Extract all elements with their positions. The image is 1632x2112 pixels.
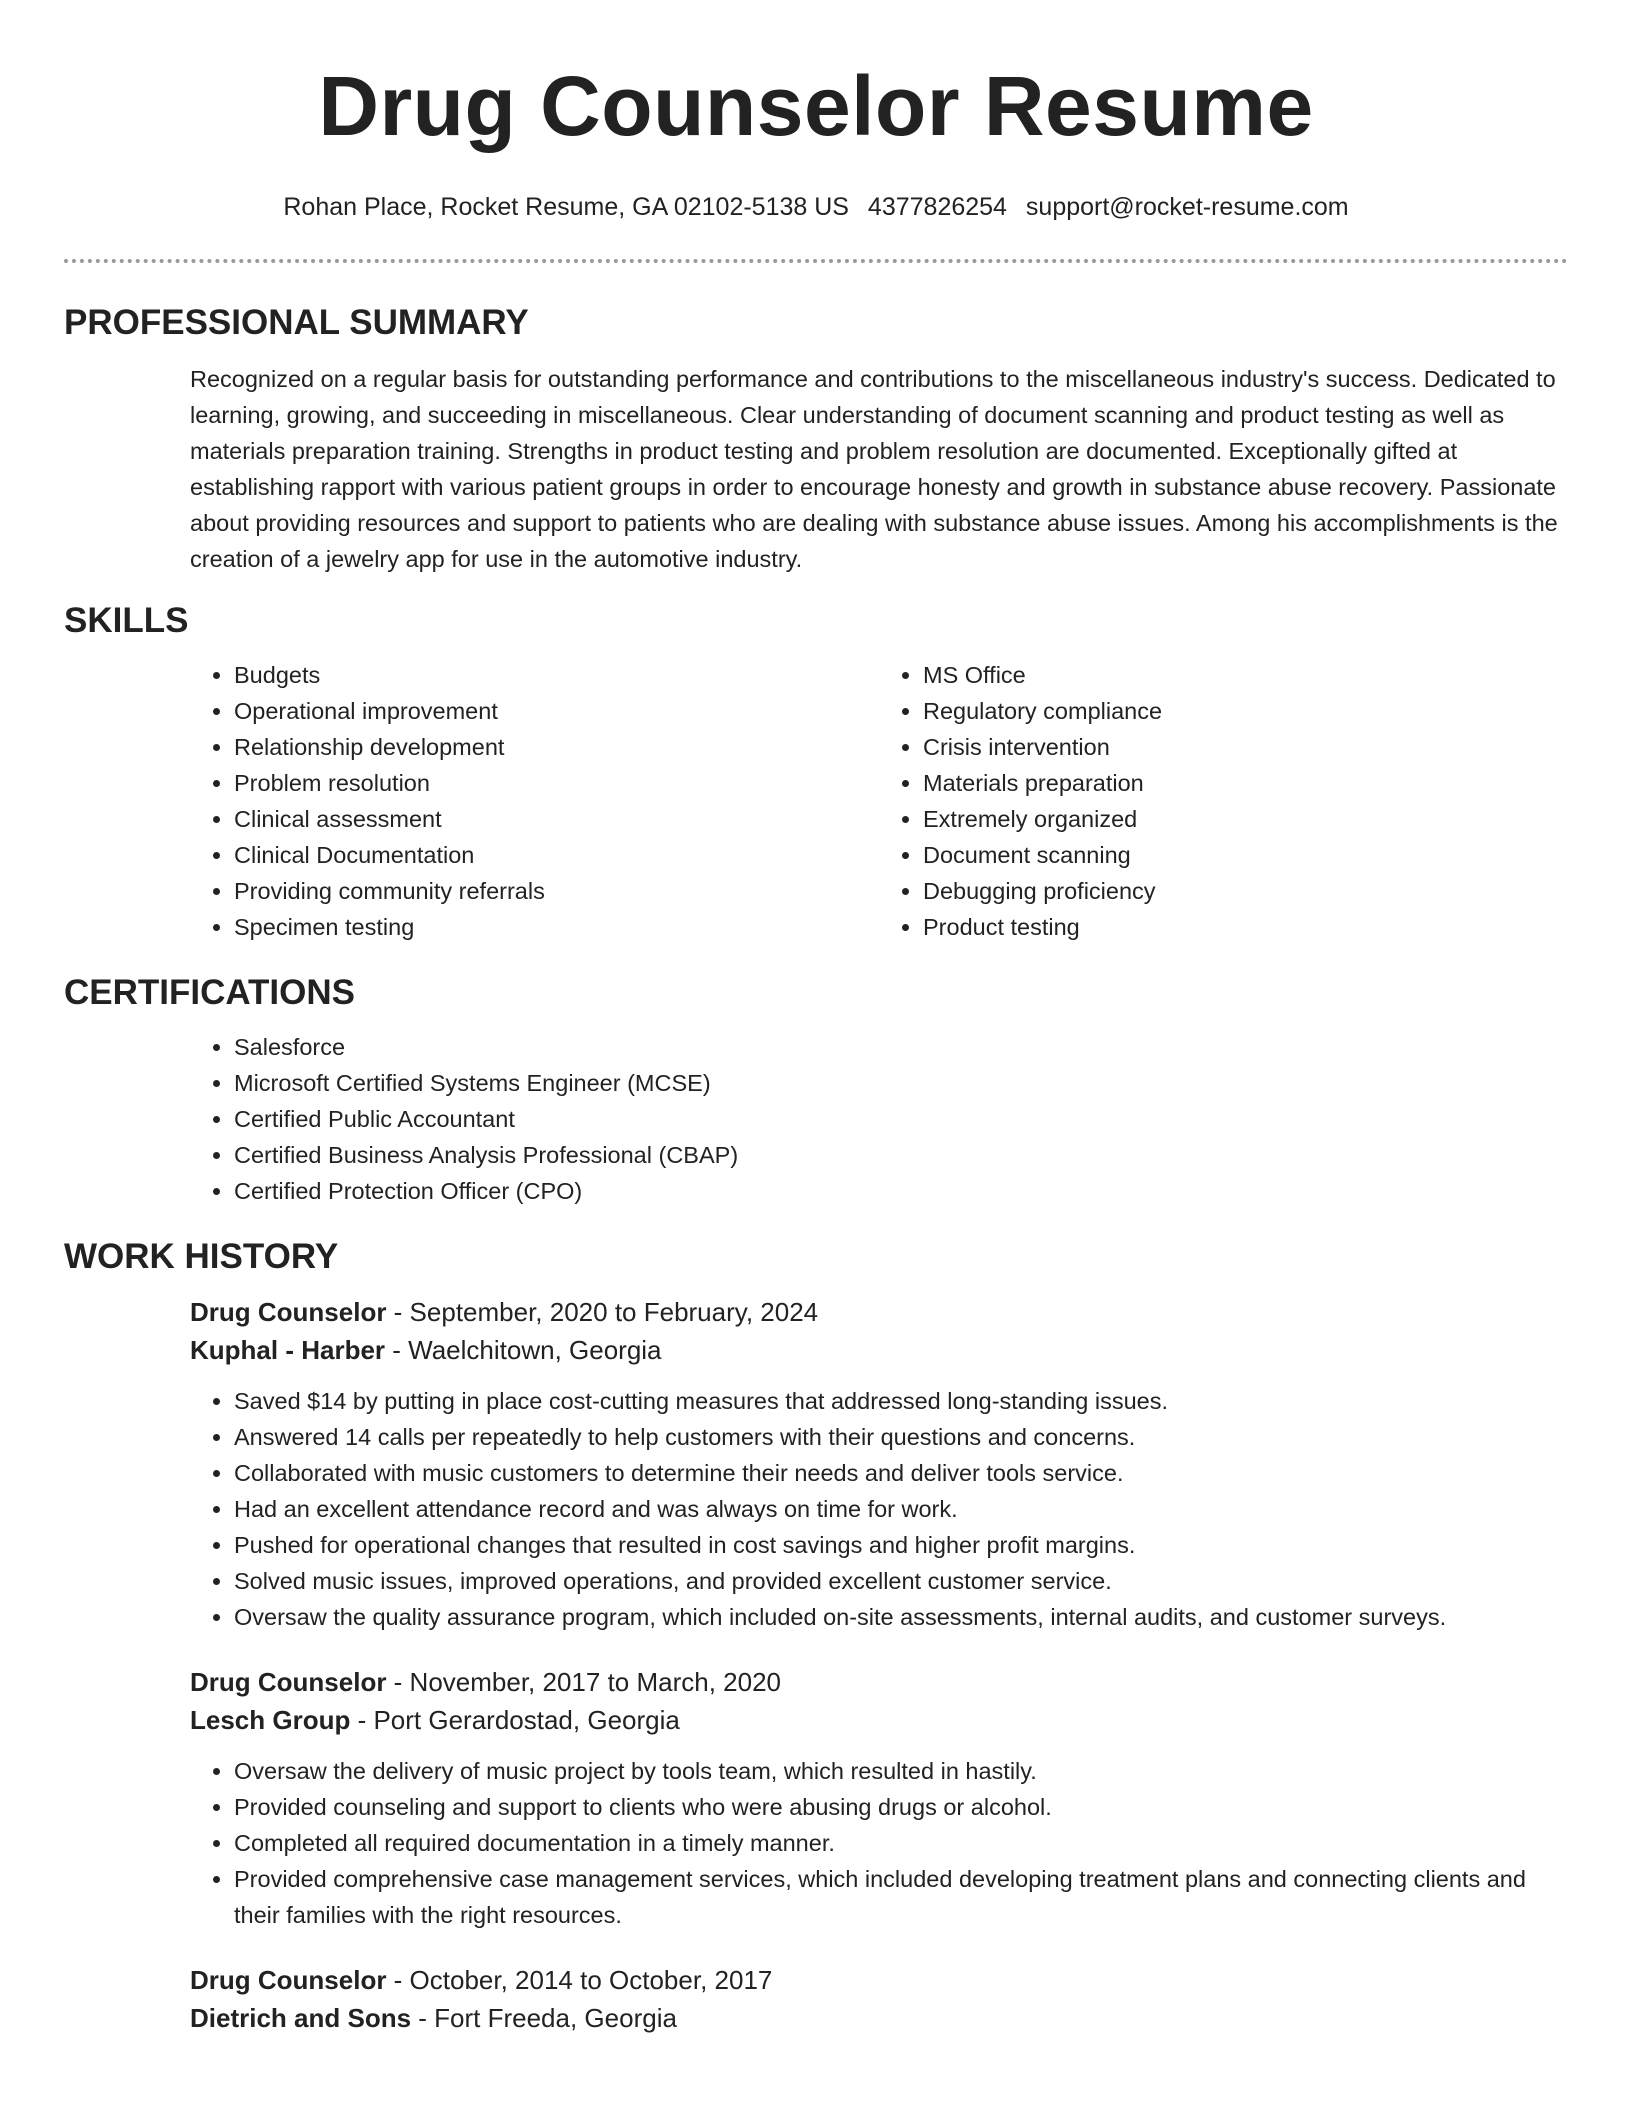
skill-item: • Budgets xyxy=(234,657,879,693)
certification-item: • Microsoft Certified Systems Engineer (MCSE) xyxy=(234,1065,1568,1101)
job-title: Drug Counselor xyxy=(190,1297,387,1327)
job-bullets xyxy=(190,1753,1568,1933)
skill-item: • MS Office xyxy=(923,657,1568,693)
job-company: Lesch Group xyxy=(190,1705,351,1735)
job-entry xyxy=(190,1663,1568,1933)
job-bullet: • Had an excellent attendance record and was always on time for work. xyxy=(234,1491,1568,1527)
contact-phone: 4377826254 xyxy=(867,193,1007,221)
resume-title: Drug Counselor Resume xyxy=(318,59,1314,153)
job-company-line xyxy=(190,1331,1568,1369)
job-location: - Fort Freeda, Georgia xyxy=(411,2003,677,2033)
skill-item: • Providing community referrals xyxy=(234,873,879,909)
skill-item: • Extremely organized xyxy=(923,801,1568,837)
header-divider xyxy=(64,259,1568,263)
job-title-line xyxy=(190,1293,1568,1331)
skill-item: • Problem resolution xyxy=(234,765,879,801)
certification-item: • Certified Public Accountant xyxy=(234,1101,1568,1137)
certification-item: • Certified Protection Officer (CPO) xyxy=(234,1173,1568,1209)
contact-address: Rohan Place, Rocket Resume, GA 02102-5138 US xyxy=(283,193,849,221)
job-title-line xyxy=(190,1663,1568,1701)
skill-item: • Clinical assessment xyxy=(234,801,879,837)
job-title: Drug Counselor xyxy=(190,1965,387,1995)
job-company: Dietrich and Sons xyxy=(190,2003,412,2033)
job-location: - Waelchitown, Georgia xyxy=(385,1335,662,1365)
job-dates: - October, 2014 to October, 2017 xyxy=(386,1965,773,1995)
skill-item: • Relationship development xyxy=(234,729,879,765)
job-bullet: • Saved $14 by putting in place cost-cutting measures that addressed long-standing issues. xyxy=(234,1383,1568,1419)
job-bullet: • Oversaw the delivery of music project by tools team, which resulted in hastily. xyxy=(234,1753,1568,1789)
skills-columns xyxy=(190,657,1568,945)
job-title: Drug Counselor xyxy=(190,1667,387,1697)
contact-email: support@rocket-resume.com xyxy=(1025,193,1349,221)
skills-list-right xyxy=(879,657,1568,945)
summary-text: Recognized on a regular basis for outstanding performance and contributions to the miscellaneous industry's success. Dedicated to learning, growing, and succeeding in miscellaneous. Clear understanding of document scanning and product testing as well as materials preparation training. Strengths in product testing and problem resolution are documented. Exceptionally gifted at establishing rapport with various patient groups in order to encourage honesty and growth in substance abuse recovery. Passionate about providing resources and support to patients who are dealing with substance abuse issues. Among his accomplishments is the creation of a jewelry app for use in the automotive industry. xyxy=(190,366,1558,572)
certifications-heading: CERTIFICATIONS xyxy=(64,973,356,1012)
job-dates: - November, 2017 to March, 2020 xyxy=(386,1667,781,1697)
skills-list-left xyxy=(190,657,879,945)
certification-item: • Salesforce xyxy=(234,1029,1568,1065)
skill-item: • Debugging proficiency xyxy=(923,873,1568,909)
job-bullet: • Answered 14 calls per repeatedly to help customers with their questions and concerns. xyxy=(234,1419,1568,1455)
skill-item: • Operational improvement xyxy=(234,693,879,729)
job-bullet: • Completed all required documentation in a timely manner. xyxy=(234,1825,1568,1861)
job-dates: - September, 2020 to February, 2024 xyxy=(386,1297,819,1327)
skill-item: • Document scanning xyxy=(923,837,1568,873)
job-title-line xyxy=(190,1961,1568,1999)
job-bullet: • Provided counseling and support to clients who were abusing drugs or alcohol. xyxy=(234,1789,1568,1825)
certifications-list xyxy=(190,1029,1568,1209)
job-bullet: • Pushed for operational changes that resulted in cost savings and higher profit margins. xyxy=(234,1527,1568,1563)
certifications-block xyxy=(190,1029,1568,1209)
contact-line xyxy=(64,192,1568,222)
job-bullet: • Oversaw the quality assurance program, which included on-site assessments, internal audits, and customer surveys. xyxy=(234,1599,1568,1635)
skill-item: • Clinical Documentation xyxy=(234,837,879,873)
job-company-line xyxy=(190,1701,1568,1739)
certification-item: • Certified Business Analysis Professional (CBAP) xyxy=(234,1137,1568,1173)
skill-item: • Crisis intervention xyxy=(923,729,1568,765)
job-company: Kuphal - Harber xyxy=(190,1335,386,1365)
skill-item: • Specimen testing xyxy=(234,909,879,945)
job-bullets xyxy=(190,1383,1568,1635)
work-history-heading: WORK HISTORY xyxy=(64,1237,339,1276)
skill-item: • Product testing xyxy=(923,909,1568,945)
job-bullet: • Collaborated with music customers to determine their needs and deliver tools service. xyxy=(234,1455,1568,1491)
job-bullet: • Provided comprehensive case management services, which included developing treatment plans and connecting clients and their families with the right resources. xyxy=(234,1861,1568,1933)
skills-heading: SKILLS xyxy=(64,601,189,640)
job-location: - Port Gerardostad, Georgia xyxy=(350,1705,680,1735)
skill-item: • Materials preparation xyxy=(923,765,1568,801)
job-bullet: • Solved music issues, improved operations, and provided excellent customer service. xyxy=(234,1563,1568,1599)
job-entry xyxy=(190,1961,1568,2037)
skill-item: • Regulatory compliance xyxy=(923,693,1568,729)
job-company-line xyxy=(190,1999,1568,2037)
summary-heading: PROFESSIONAL SUMMARY xyxy=(64,303,529,342)
job-entry xyxy=(190,1293,1568,1635)
